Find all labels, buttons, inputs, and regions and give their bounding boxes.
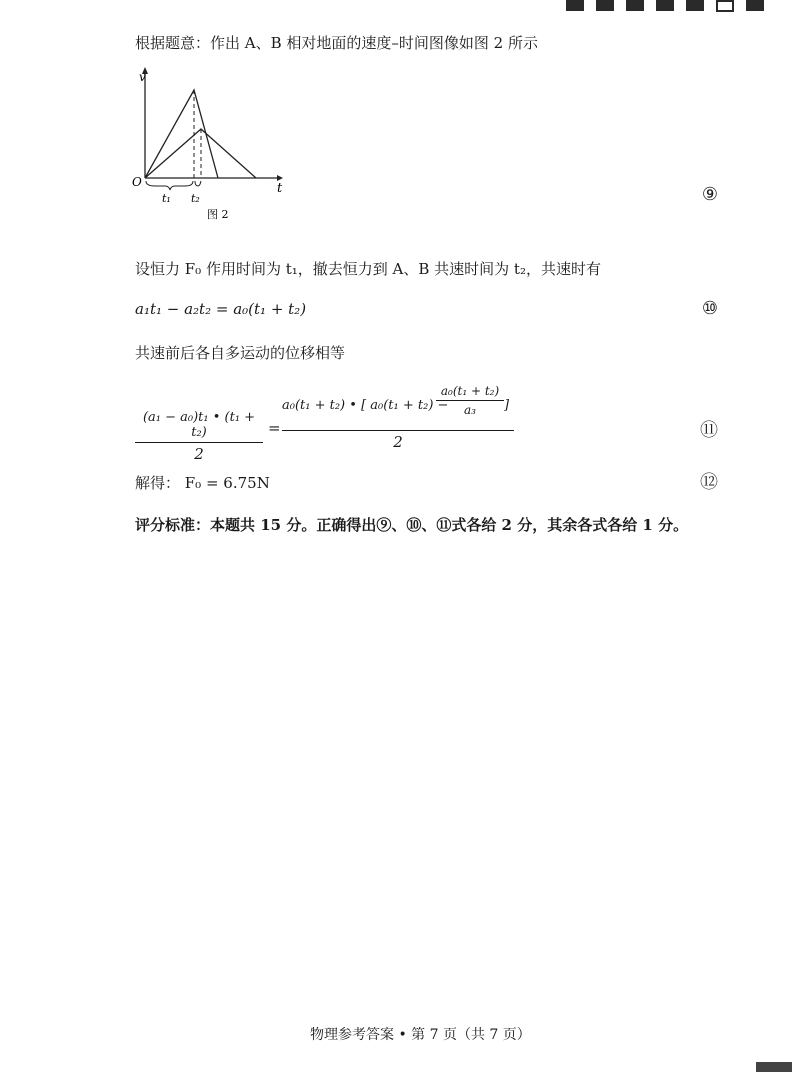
eq11-right-numerator-post: ] bbox=[504, 398, 510, 413]
page-footer: 物理参考答案 • 第 7 页（共 7 页） bbox=[310, 1027, 531, 1043]
origin-label: O bbox=[132, 175, 142, 189]
eq11-left-denominator: 2 bbox=[194, 445, 204, 463]
t1-label: t₁ bbox=[162, 192, 171, 205]
equation-marker-10: ⑩ bbox=[701, 298, 718, 319]
velocity-time-figure bbox=[125, 62, 295, 227]
eq11-right-fraction bbox=[282, 384, 514, 451]
displacement-text: 共速前后各自多运动的位移相等 bbox=[135, 344, 346, 362]
set-text: 设恒力 F₀ 作用时间为 t₁，撤去恒力到 A、B 共速时间为 t₂，共速时有 bbox=[135, 260, 601, 278]
corner-stamp bbox=[756, 1062, 792, 1072]
registration-mark bbox=[746, 0, 764, 11]
equation-marker-12: ⑫ bbox=[700, 472, 718, 493]
t2-label: t₂ bbox=[191, 192, 200, 205]
eq11-inner-denominator: a₃ bbox=[464, 403, 476, 417]
equation-marker-11: ⑪ bbox=[700, 420, 718, 441]
scoring-text: 评分标准：本题共 15 分。正确得出⑨、⑩、⑪式各给 2 分，其余各式各给 1 分。 bbox=[135, 516, 689, 534]
solve-text: 解得： F₀ = 6.75N bbox=[135, 474, 270, 492]
eq11-right-denominator: 2 bbox=[393, 433, 403, 451]
registration-mark bbox=[656, 0, 674, 11]
equation-marker-9: ⑨ bbox=[701, 184, 718, 205]
eq11-left-numerator: (a₁ − a₀)t₁ • (t₁ + t₂) bbox=[142, 410, 256, 440]
eq11-right-numerator-pre: a₀(t₁ + t₂) • [ a₀(t₁ + t₂) − bbox=[282, 398, 449, 413]
registration-mark bbox=[686, 0, 704, 11]
registration-mark bbox=[596, 0, 614, 11]
eq11-inner-fraction bbox=[436, 384, 504, 417]
top-registration-marks bbox=[566, 0, 764, 12]
eq11-left-fraction bbox=[135, 410, 263, 463]
eq11-inner-numerator: a₀(t₁ + t₂) bbox=[440, 384, 500, 398]
registration-mark bbox=[566, 0, 584, 11]
intro-text: 根据题意：作出 A、B 相对地面的速度–时间图像如图 2 所示 bbox=[135, 34, 538, 52]
registration-mark bbox=[626, 0, 644, 11]
y-axis-label: v bbox=[139, 70, 146, 84]
registration-mark bbox=[716, 0, 734, 12]
equation-10: a₁t₁ − a₂t₂ = a₀(t₁ + t₂) bbox=[135, 300, 307, 318]
eq11-equals: = bbox=[268, 419, 281, 437]
figure-caption: 图 2 bbox=[207, 208, 229, 221]
x-axis-label: t bbox=[277, 181, 283, 196]
